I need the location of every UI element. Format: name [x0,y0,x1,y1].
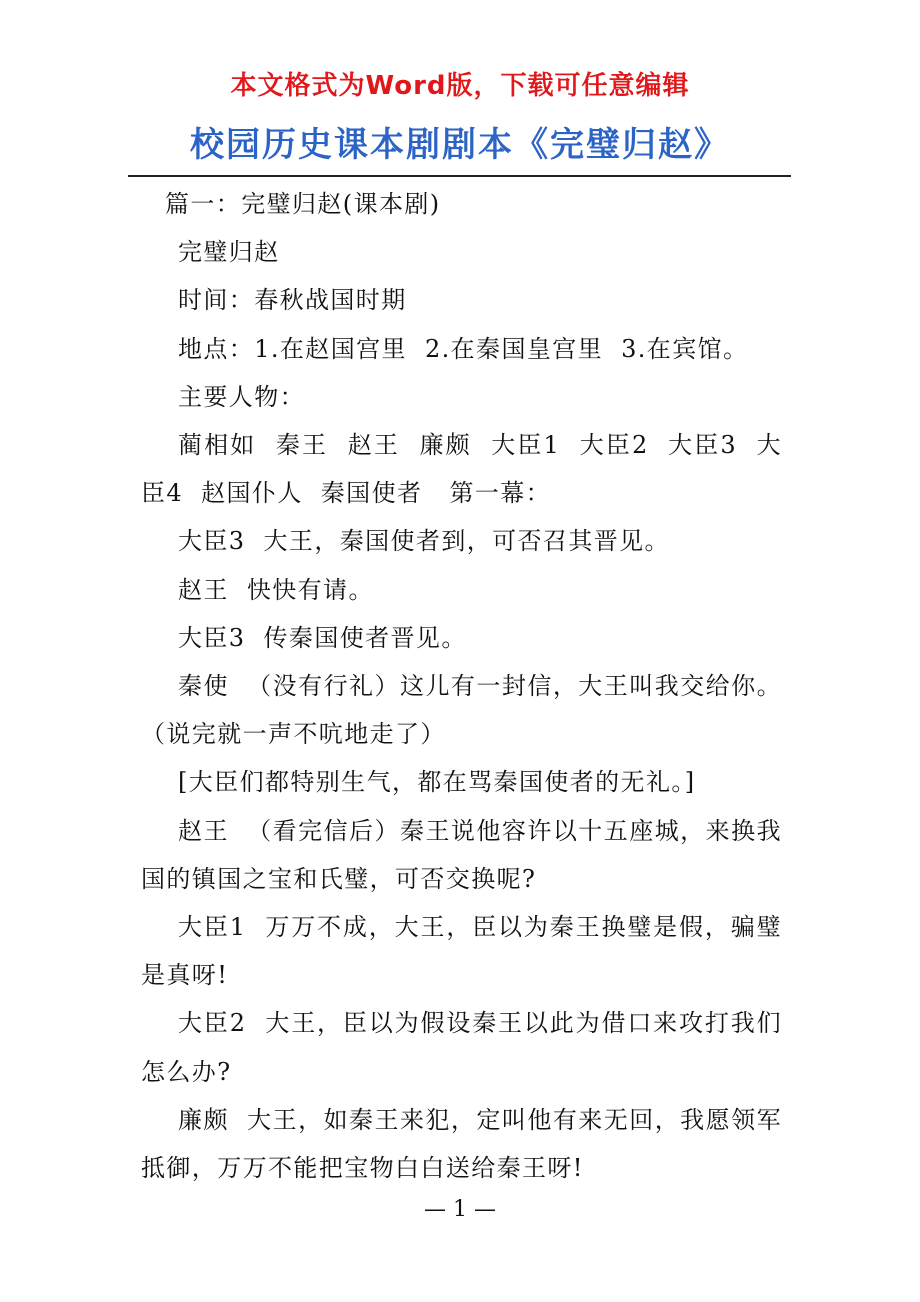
script-body [141,180,782,1192]
word-format-notice: 本文格式为Word版，下载可任意编辑 [230,71,690,101]
play-title: 完璧归赵 [178,238,280,267]
dialogue-line: 大臣1 万万不成，大王，臣以为秦王换璧是假，骗璧是真呀! [141,913,782,990]
stage-direction: [大臣们都特别生气，都在骂秦国使者的无礼。] [178,768,696,797]
dialogue-line: 廉颇 大王，如秦王来犯，定叫他有来无回，我愿领军抵御，万万不能把宝物白白送给秦王呀! [141,1105,782,1183]
time-line: 时间：春秋战国时期 [178,286,407,315]
page-number: — 1 — [424,1197,496,1222]
title-divider [128,175,791,177]
section-heading: 篇一：完璧归赵(课本剧) [165,190,441,218]
document-title: 校园历史课本剧剧本《完璧归赵》 [190,125,730,165]
dialogue-line: 大臣2 大王，臣以为假设秦王以此为借口来攻打我们怎么办? [141,1009,782,1086]
dialogue-line: 赵王 （看完信后）秦王说他容许以十五座城，来换我国的镇国之宝和氏璧，可否交换呢? [141,816,782,893]
characters-heading: 主要人物： [178,382,305,411]
dialogue-line: 秦使 （没有行礼）这儿有一封信，大王叫我交给你。（说完就一声不吭地走了） [141,672,782,749]
dialogue-line: 大臣3 传秦国使者晋见。 [178,623,467,652]
dialogue-line: 赵王 快快有请。 [178,575,374,604]
location-line: 地点：1.在赵国宫里 2.在秦国皇宫里 3.在宾馆。 [178,334,749,363]
dialogue-line: 大臣3 大王，秦国使者到，可否召其晋见。 [178,527,670,556]
characters-list: 蔺相如 秦王 赵王 廉颇 大臣1 大臣2 大臣3 大臣4 赵国仆人 秦国使者 第一幕： [141,431,782,508]
